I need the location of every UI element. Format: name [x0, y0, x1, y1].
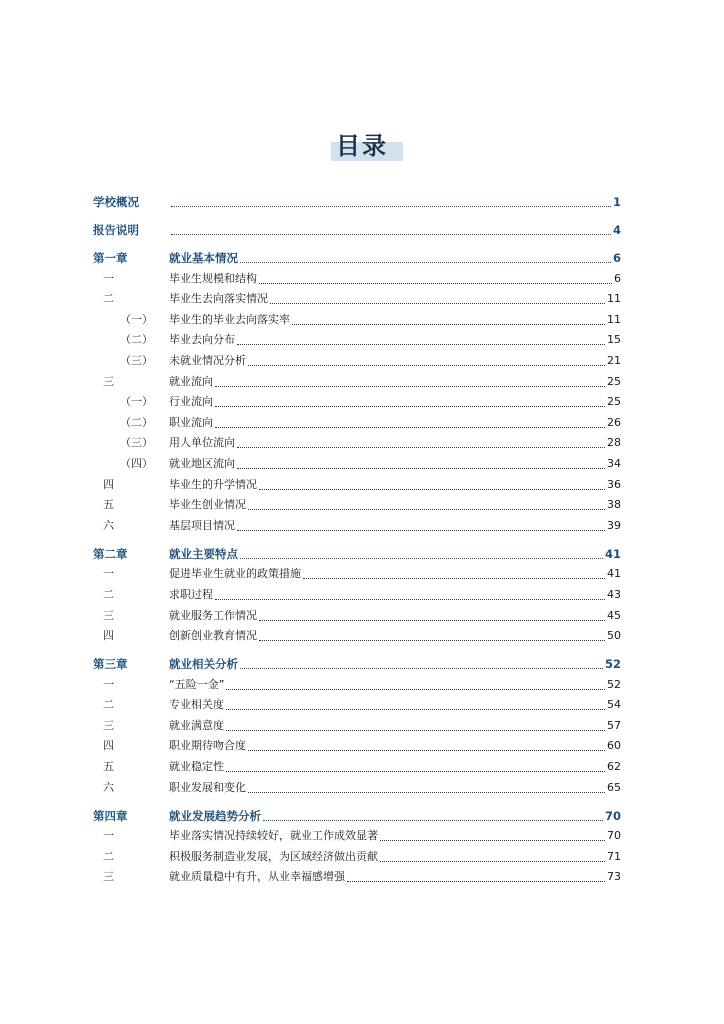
toc-page-number: 41 — [604, 546, 621, 561]
toc-entry-title: 未就业情况分析 — [169, 353, 246, 367]
toc-dot-leader — [171, 206, 611, 207]
toc-entry-title: 促进毕业生就业的政策措施 — [169, 567, 301, 581]
toc-dot-leader — [248, 509, 605, 510]
toc-entry-number: 第一章 — [93, 251, 128, 265]
toc-entry-number: 二 — [103, 292, 114, 306]
toc-entry-number: 第四章 — [93, 808, 128, 823]
toc-dot-leader — [347, 881, 605, 882]
toc-section-entry[interactable] — [93, 266, 621, 287]
toc-dot-leader — [215, 427, 605, 428]
toc-page-number: 6 — [612, 251, 621, 265]
toc-dot-leader — [259, 640, 605, 641]
toc-dot-leader — [226, 771, 605, 772]
toc-page-number: 4 — [612, 223, 621, 237]
toc-entry-number: （四） — [120, 456, 153, 470]
toc-section-entry[interactable] — [93, 307, 621, 328]
toc-dot-leader — [292, 324, 605, 325]
toc-section-entry[interactable] — [93, 624, 621, 645]
toc-page-number: 57 — [607, 718, 621, 732]
toc-page-number: 11 — [607, 292, 621, 306]
toc-page-number: 15 — [607, 333, 621, 347]
toc-dot-leader — [226, 689, 605, 690]
toc-dot-leader — [215, 599, 605, 600]
toc-dot-leader — [215, 386, 605, 387]
toc-section-entry[interactable] — [93, 734, 621, 755]
toc-entry-number: 三 — [103, 870, 114, 884]
toc-entry-number: （三） — [120, 436, 153, 450]
toc-entry-number: 四 — [103, 629, 114, 643]
toc-dot-leader — [215, 406, 605, 407]
toc-entry-number: 一 — [103, 677, 114, 691]
toc-entry-title: 毕业生的升学情况 — [169, 477, 257, 491]
toc-dot-leader — [303, 578, 605, 579]
toc-entry-number: 三 — [103, 608, 114, 622]
toc-entry-number: （三） — [120, 353, 153, 367]
toc-dot-leader — [240, 558, 603, 559]
toc-section-entry[interactable] — [93, 348, 621, 369]
toc-entry-title: 积极服务制造业发展，为区域经济做出贡献 — [169, 849, 378, 863]
toc-entry-title: 求职过程 — [169, 587, 213, 601]
toc-entry-title: 毕业生创业情况 — [169, 498, 246, 512]
toc-page-number: 1 — [612, 195, 621, 209]
toc-dot-leader — [248, 365, 605, 366]
toc-page-number: 25 — [607, 374, 621, 388]
toc-section-entry[interactable] — [93, 562, 621, 583]
toc-dot-leader — [240, 668, 603, 669]
toc-entry-title: 毕业落实情况持续较好，就业工作成效显著 — [169, 829, 378, 843]
toc-page-number: 60 — [607, 739, 621, 753]
toc-chapter-entry[interactable] — [93, 238, 621, 266]
toc-page-number: 25 — [607, 395, 621, 409]
toc-section-entry[interactable] — [93, 844, 621, 865]
toc-entry-title: 用人单位流向 — [169, 436, 235, 450]
toc-dot-leader — [226, 730, 605, 731]
toc-page-number: 70 — [607, 829, 621, 843]
toc-section-entry[interactable] — [93, 754, 621, 775]
toc-page-number: 36 — [607, 477, 621, 491]
toc-entry-title: 职业期待吻合度 — [169, 739, 246, 753]
toc-page-number: 54 — [607, 698, 621, 712]
toc-page-number: 6 — [614, 271, 621, 285]
toc-section-entry[interactable] — [93, 672, 621, 693]
toc-entry-title: 就业流向 — [169, 374, 213, 388]
toc-entry-number: 二 — [103, 849, 114, 863]
toc-chapter-entry[interactable] — [93, 644, 621, 672]
toc-entry-number: 三 — [103, 374, 114, 388]
toc-chapter-entry[interactable] — [93, 210, 621, 238]
toc-entry-title: 职业流向 — [169, 415, 213, 429]
toc-page-number: 52 — [604, 657, 621, 672]
toc-dot-leader — [171, 234, 611, 235]
toc-dot-leader — [237, 447, 605, 448]
toc-entry-number: 四 — [103, 739, 114, 753]
toc-page-number: 28 — [607, 436, 621, 450]
toc-section-entry[interactable] — [93, 493, 621, 514]
toc-page-number: 41 — [607, 567, 621, 581]
toc-page-number: 34 — [607, 456, 621, 470]
toc-entry-number: 六 — [103, 518, 114, 532]
toc-section-entry[interactable] — [93, 513, 621, 534]
toc-entry-number: 学校概况 — [93, 195, 139, 209]
toc-entry-number: 第二章 — [93, 546, 128, 561]
toc-dot-leader — [248, 750, 605, 751]
toc-section-entry[interactable] — [93, 582, 621, 603]
toc-page-number: 39 — [607, 518, 621, 532]
toc-dot-leader — [263, 820, 603, 821]
toc-entry-title: 毕业生去向落实情况 — [169, 292, 268, 306]
toc-chapter-entry[interactable] — [93, 534, 621, 562]
toc-page-number: 52 — [607, 677, 621, 691]
toc-entry-number: （二） — [120, 415, 153, 429]
toc-entry-title: 行业流向 — [169, 395, 213, 409]
toc-entry-title: 专业相关度 — [169, 698, 224, 712]
toc-page-number: 70 — [604, 808, 621, 823]
toc-entry-number: 五 — [103, 760, 114, 774]
toc-page-number: 73 — [607, 870, 621, 884]
toc-section-entry[interactable] — [93, 451, 621, 472]
toc-dot-leader — [248, 792, 605, 793]
toc-section-entry[interactable] — [93, 713, 621, 734]
toc-entry-number: （一） — [120, 395, 153, 409]
toc-page-number: 50 — [607, 629, 621, 643]
toc-entry-title: 毕业去向分布 — [169, 333, 235, 347]
toc-section-entry[interactable] — [93, 287, 621, 308]
toc-section-entry[interactable] — [93, 390, 621, 411]
toc-entry-title: 职业发展和变化 — [169, 780, 246, 794]
toc-entry-number: 二 — [103, 698, 114, 712]
toc-dot-leader — [380, 840, 605, 841]
toc-section-entry[interactable] — [93, 472, 621, 493]
toc-section-entry[interactable] — [93, 369, 621, 390]
toc-entry-title: 毕业生的毕业去向落实率 — [169, 312, 290, 326]
toc-page-number: 71 — [607, 849, 621, 863]
toc-page-number: 26 — [607, 415, 621, 429]
toc-entry-number: 五 — [103, 498, 114, 512]
toc-page-number: 21 — [607, 353, 621, 367]
toc-page-number: 65 — [607, 780, 621, 794]
toc-entry-title: 毕业生规模和结构 — [169, 271, 257, 285]
toc-section-entry[interactable] — [93, 693, 621, 714]
toc-title: 目录 — [336, 132, 388, 160]
toc-section-entry[interactable] — [93, 410, 621, 431]
toc-page-number: 43 — [607, 587, 621, 601]
toc-entry-title: 就业地区流向 — [169, 456, 235, 470]
toc-entry-number: （二） — [120, 333, 153, 347]
toc-dot-leader — [237, 344, 605, 345]
toc-entry-title: 就业主要特点 — [169, 546, 238, 561]
toc-entry-title: 就业发展趋势分析 — [169, 808, 261, 823]
toc-entry-number: 四 — [103, 477, 114, 491]
table-of-contents — [93, 182, 621, 885]
toc-dot-leader — [270, 303, 605, 304]
toc-entry-title: 创新创业教育情况 — [169, 629, 257, 643]
toc-section-entry[interactable] — [93, 603, 621, 624]
toc-dot-leader — [226, 709, 605, 710]
toc-page-number: 45 — [607, 608, 621, 622]
toc-section-entry[interactable] — [93, 775, 621, 796]
toc-entry-title: 基层项目情况 — [169, 518, 235, 532]
toc-entry-number: 三 — [103, 718, 114, 732]
toc-chapter-entry[interactable] — [93, 182, 621, 210]
toc-page-number: 62 — [607, 760, 621, 774]
toc-entry-title: 就业基本情况 — [169, 251, 238, 265]
toc-entry-number: （一） — [120, 312, 153, 326]
toc-page-number: 11 — [607, 312, 621, 326]
toc-dot-leader — [259, 489, 605, 490]
toc-dot-leader — [259, 283, 612, 284]
toc-entry-number: 二 — [103, 587, 114, 601]
toc-dot-leader — [237, 530, 605, 531]
toc-entry-title: 就业稳定性 — [169, 760, 224, 774]
toc-section-entry[interactable] — [93, 865, 621, 886]
toc-section-entry[interactable] — [93, 824, 621, 845]
toc-entry-number: 一 — [103, 271, 114, 285]
toc-title-block — [0, 128, 724, 168]
toc-entry-number: 一 — [103, 567, 114, 581]
toc-entry-number: 第三章 — [93, 657, 128, 672]
toc-entry-number: 一 — [103, 829, 114, 843]
toc-entry-number: 六 — [103, 780, 114, 794]
toc-entry-title: 就业相关分析 — [169, 657, 238, 672]
toc-page-number: 38 — [607, 498, 621, 512]
toc-dot-leader — [259, 620, 605, 621]
toc-chapter-entry[interactable] — [93, 796, 621, 824]
toc-dot-leader — [240, 262, 611, 263]
toc-dot-leader — [237, 468, 605, 469]
toc-dot-leader — [380, 861, 605, 862]
toc-entry-number: 报告说明 — [93, 223, 139, 237]
toc-entry-title: 就业服务工作情况 — [169, 608, 257, 622]
toc-section-entry[interactable] — [93, 328, 621, 349]
toc-entry-title: “五险一金” — [169, 677, 225, 691]
toc-entry-title: 就业质量稳中有升，从业幸福感增强 — [169, 870, 345, 884]
toc-entry-title: 就业满意度 — [169, 718, 224, 732]
toc-section-entry[interactable] — [93, 431, 621, 452]
